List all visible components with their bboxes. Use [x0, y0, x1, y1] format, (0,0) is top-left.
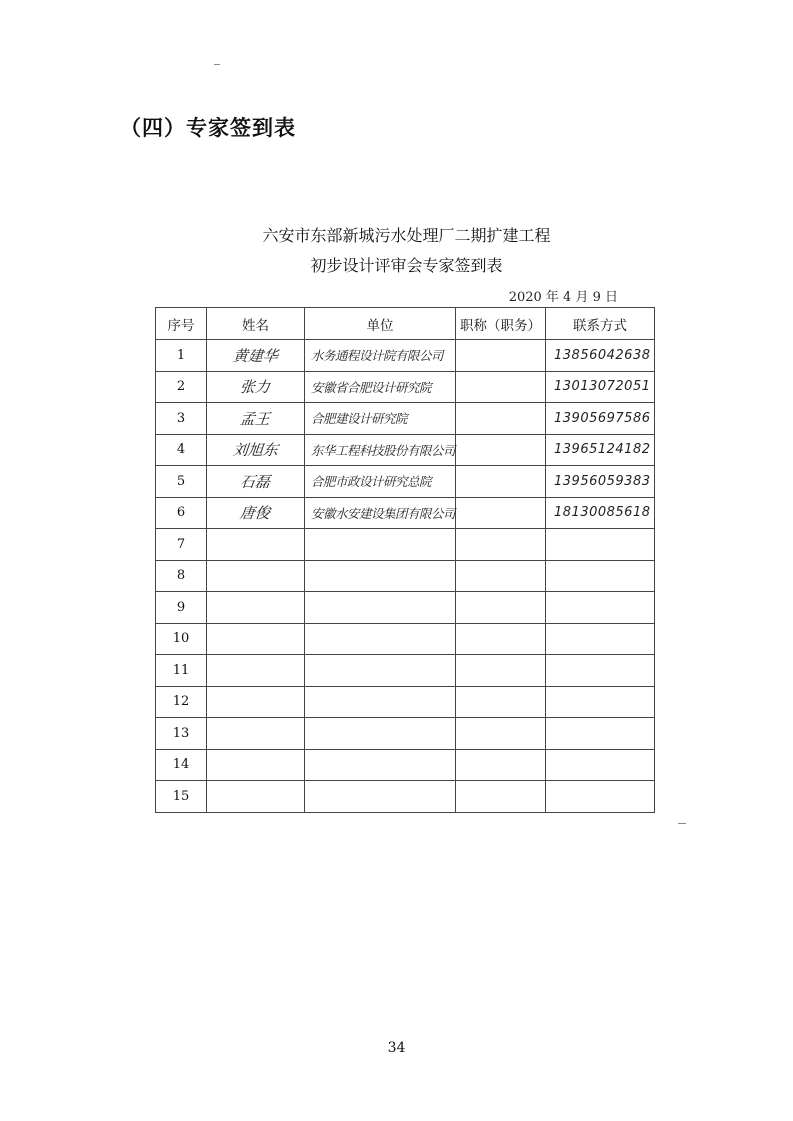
- cell-seq: [156, 497, 207, 529]
- cell-name-text: 孟王: [239, 409, 272, 428]
- cell-contact-text: 13013072051: [554, 379, 651, 395]
- cell-name: [207, 497, 305, 529]
- cell-seq-text: 4: [176, 442, 186, 458]
- cell-contact: [546, 781, 655, 813]
- cell-unit: [305, 497, 456, 529]
- cell-title: [456, 623, 546, 655]
- cell-seq: [156, 371, 207, 403]
- cell-title: [456, 340, 546, 372]
- cell-seq: [156, 560, 207, 592]
- cell-name: [207, 592, 305, 624]
- cell-title: [456, 592, 546, 624]
- header-name: 姓名: [207, 308, 305, 340]
- cell-title: [456, 686, 546, 718]
- cell-contact: [546, 655, 655, 687]
- cell-contact: [546, 466, 655, 498]
- cell-name: [207, 560, 305, 592]
- table-row: [156, 749, 655, 781]
- cell-unit: [305, 718, 456, 750]
- cell-seq: [156, 781, 207, 813]
- cell-contact-text: 13965124182: [554, 442, 651, 458]
- document-subtitle: 初步设计评审会专家签到表: [310, 256, 503, 275]
- cell-unit: [305, 466, 456, 498]
- table-row: [156, 623, 655, 655]
- table-row: [156, 403, 655, 435]
- cell-contact-text: 13956059383: [554, 473, 651, 489]
- table-row: [156, 655, 655, 687]
- table-row: [156, 781, 655, 813]
- cell-seq-text: 10: [172, 631, 190, 647]
- cell-title: [456, 560, 546, 592]
- cell-contact: [546, 529, 655, 561]
- cell-contact: [546, 403, 655, 435]
- cell-title: [456, 466, 546, 498]
- cell-contact: [546, 371, 655, 403]
- cell-name: [207, 434, 305, 466]
- cell-contact: [546, 560, 655, 592]
- cell-contact: [546, 434, 655, 466]
- cell-seq: [156, 623, 207, 655]
- cell-unit: [305, 592, 456, 624]
- cell-unit: [305, 529, 456, 561]
- cell-unit: [305, 686, 456, 718]
- cell-unit: [305, 371, 456, 403]
- cell-seq-text: 1: [176, 347, 186, 363]
- cell-unit-text: 东华工程科技股份有限公司: [311, 442, 456, 458]
- cell-seq: [156, 466, 207, 498]
- cell-name: [207, 718, 305, 750]
- cell-unit-text: 合肥建设计研究院: [311, 411, 408, 427]
- scan-speck: [214, 64, 220, 65]
- table-row: [156, 340, 655, 372]
- cell-name-text: 黄建华: [231, 346, 279, 365]
- cell-name: [207, 749, 305, 781]
- cell-contact: [546, 718, 655, 750]
- cell-title: [456, 749, 546, 781]
- cell-seq: [156, 403, 207, 435]
- cell-unit: [305, 749, 456, 781]
- cell-name: [207, 466, 305, 498]
- table-row: [156, 529, 655, 561]
- cell-contact-text: 13905697586: [554, 410, 651, 426]
- cell-title: [456, 529, 546, 561]
- cell-unit-text: 安徽水安建设集团有限公司: [311, 505, 456, 521]
- header-contact: 联系方式: [546, 308, 655, 340]
- cell-seq-text: 8: [176, 568, 186, 584]
- cell-seq-text: 9: [176, 599, 186, 615]
- cell-seq-text: 2: [176, 379, 186, 395]
- cell-unit: [305, 340, 456, 372]
- cell-name: [207, 403, 305, 435]
- cell-name-text: 张力: [239, 378, 272, 397]
- section-heading: （四）专家签到表: [120, 116, 296, 140]
- cell-seq: [156, 718, 207, 750]
- cell-name: [207, 623, 305, 655]
- cell-title: [456, 403, 546, 435]
- expert-sign-in-table: [155, 307, 655, 813]
- cell-contact: [546, 340, 655, 372]
- cell-seq-text: 13: [172, 725, 190, 741]
- scan-speck: [678, 823, 686, 824]
- cell-seq-text: 5: [176, 473, 186, 489]
- cell-contact: [546, 623, 655, 655]
- cell-name: [207, 781, 305, 813]
- cell-unit: [305, 560, 456, 592]
- cell-unit: [305, 781, 456, 813]
- table-row: [156, 497, 655, 529]
- cell-seq: [156, 749, 207, 781]
- cell-seq: [156, 686, 207, 718]
- cell-unit: [305, 655, 456, 687]
- cell-unit-text: 水务通程设计院有限公司: [311, 348, 444, 364]
- cell-seq: [156, 592, 207, 624]
- sign-in-date: 2020 年 4 月 9 日: [508, 290, 618, 305]
- table-header-row: [156, 308, 655, 340]
- cell-title: [456, 434, 546, 466]
- cell-unit: [305, 403, 456, 435]
- cell-name-text: 唐俊: [239, 504, 272, 523]
- cell-title: [456, 497, 546, 529]
- cell-seq-text: 3: [176, 410, 186, 426]
- page-number: 34: [387, 1040, 406, 1056]
- cell-name: [207, 371, 305, 403]
- cell-contact-text: 18130085618: [554, 505, 651, 521]
- cell-seq: [156, 529, 207, 561]
- table-row: [156, 434, 655, 466]
- table-row: [156, 592, 655, 624]
- cell-seq-text: 12: [172, 694, 190, 710]
- cell-unit: [305, 623, 456, 655]
- cell-seq: [156, 434, 207, 466]
- table-row: [156, 686, 655, 718]
- cell-title: [456, 718, 546, 750]
- cell-seq-text: 6: [176, 505, 186, 521]
- cell-name: [207, 340, 305, 372]
- header-seq: 序号: [156, 308, 207, 340]
- cell-contact-text: 13856042638: [554, 347, 651, 363]
- table-row: [156, 560, 655, 592]
- cell-name: [207, 655, 305, 687]
- cell-contact: [546, 497, 655, 529]
- table-row: [156, 718, 655, 750]
- cell-title: [456, 781, 546, 813]
- table-row: [156, 371, 655, 403]
- cell-seq-text: 11: [172, 662, 190, 678]
- cell-seq: [156, 340, 207, 372]
- header-unit: 单位: [305, 308, 456, 340]
- cell-title: [456, 371, 546, 403]
- cell-seq-text: 15: [172, 788, 190, 804]
- cell-name-text: 石磊: [239, 472, 272, 491]
- cell-contact: [546, 686, 655, 718]
- cell-seq-text: 7: [176, 536, 186, 552]
- cell-contact: [546, 749, 655, 781]
- cell-seq: [156, 655, 207, 687]
- cell-title: [456, 655, 546, 687]
- cell-contact: [546, 592, 655, 624]
- table-row: [156, 466, 655, 498]
- header-title: 职称（职务）: [456, 308, 546, 340]
- cell-seq-text: 14: [172, 757, 190, 773]
- cell-unit-text: 合肥市政设计研究总院: [311, 474, 432, 490]
- cell-unit: [305, 434, 456, 466]
- cell-name-text: 刘旭东: [231, 441, 279, 460]
- cell-unit-text: 安徽省合肥设计研究院: [311, 379, 432, 395]
- document-title: 六安市东部新城污水处理厂二期扩建工程: [262, 226, 551, 245]
- cell-name: [207, 686, 305, 718]
- cell-name: [207, 529, 305, 561]
